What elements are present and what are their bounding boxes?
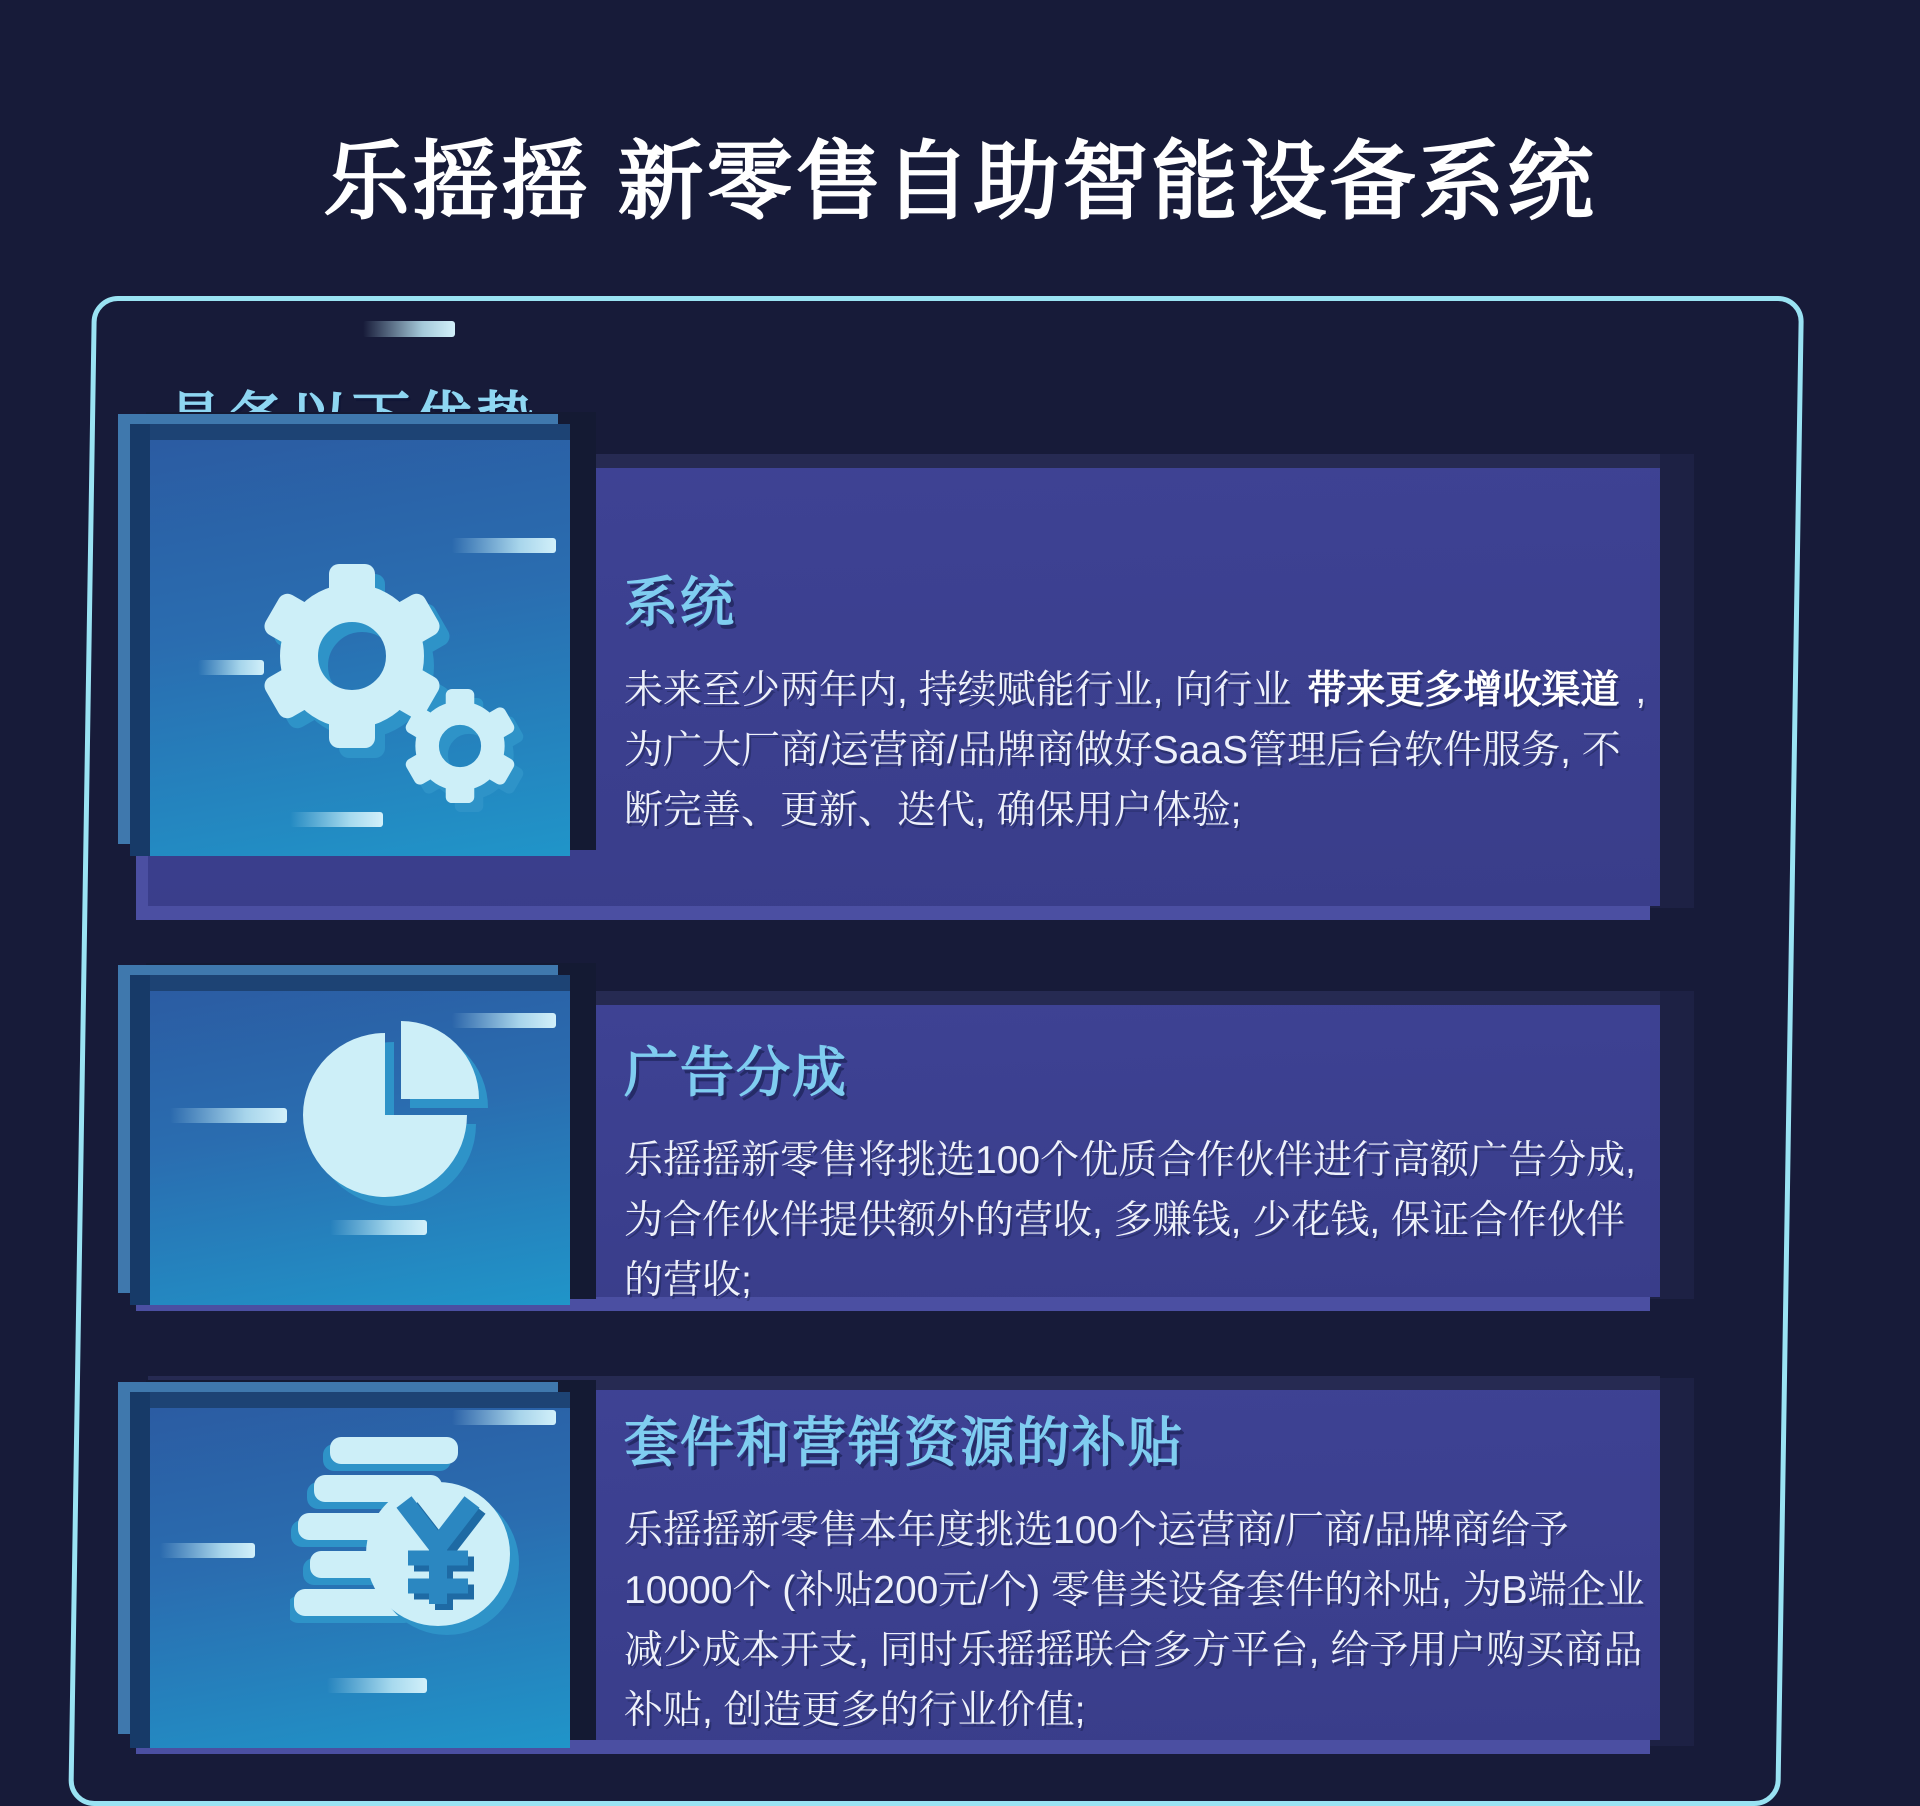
advantage-card-subsidy — [0, 1378, 1920, 1732]
advantage-card-system — [0, 410, 1920, 930]
advantage-card-ad-share — [0, 960, 1920, 1315]
decorative-streak — [330, 1220, 427, 1235]
icon-panel — [130, 975, 570, 1305]
coins-icon — [290, 1437, 530, 1652]
decorative-streak — [452, 1410, 556, 1425]
card-content — [624, 1030, 1659, 1311]
decorative-streak — [327, 1678, 427, 1693]
icon-panel — [130, 1392, 570, 1748]
card-body: 乐摇摇新零售将挑选100个优质合作伙伴进行高额广告分成, 为合作伙伴提供额外的营收, 多赚钱, 少花钱, 保证合作伙伴的营收; — [624, 1139, 1636, 1302]
icon-panel — [130, 424, 570, 856]
decorative-streak — [170, 1108, 287, 1123]
card-body: 未来至少两年内, 持续赋能行业, 向行业 带来更多增收渠道 , 为广大厂商/运营商/品牌商做好SaaS管理后台软件服务, 不断完善、更新、迭代, 确保用户体验; — [624, 669, 1647, 832]
card-heading: 系统 — [624, 573, 736, 633]
card-content — [624, 560, 1659, 841]
decorative-streak — [198, 660, 264, 675]
card-heading: 套件和营销资源的补贴 — [624, 1413, 1184, 1473]
highlighted-text: 带来更多增收渠道 — [1307, 669, 1620, 712]
card-heading: 广告分成 — [624, 1043, 848, 1103]
card-body: 乐摇摇新零售本年度挑选100个运营商/厂商/品牌商给予10000个 (补贴200元/个) 零售类设备套件的补贴, 为B端企业减少成本开支, 同时乐摇摇联合多方平台, 给予用户购买商品补贴, 创造更多的行业价值; — [624, 1509, 1645, 1732]
decorative-streak — [452, 538, 556, 553]
decorative-streak — [290, 812, 383, 827]
page-title: 乐摇摇 新零售自助智能设备系统 — [323, 134, 1597, 230]
decorative-streak — [452, 1013, 556, 1028]
card-content — [624, 1400, 1659, 1741]
decorative-streak — [160, 1543, 255, 1558]
decorative-streak — [363, 321, 455, 337]
